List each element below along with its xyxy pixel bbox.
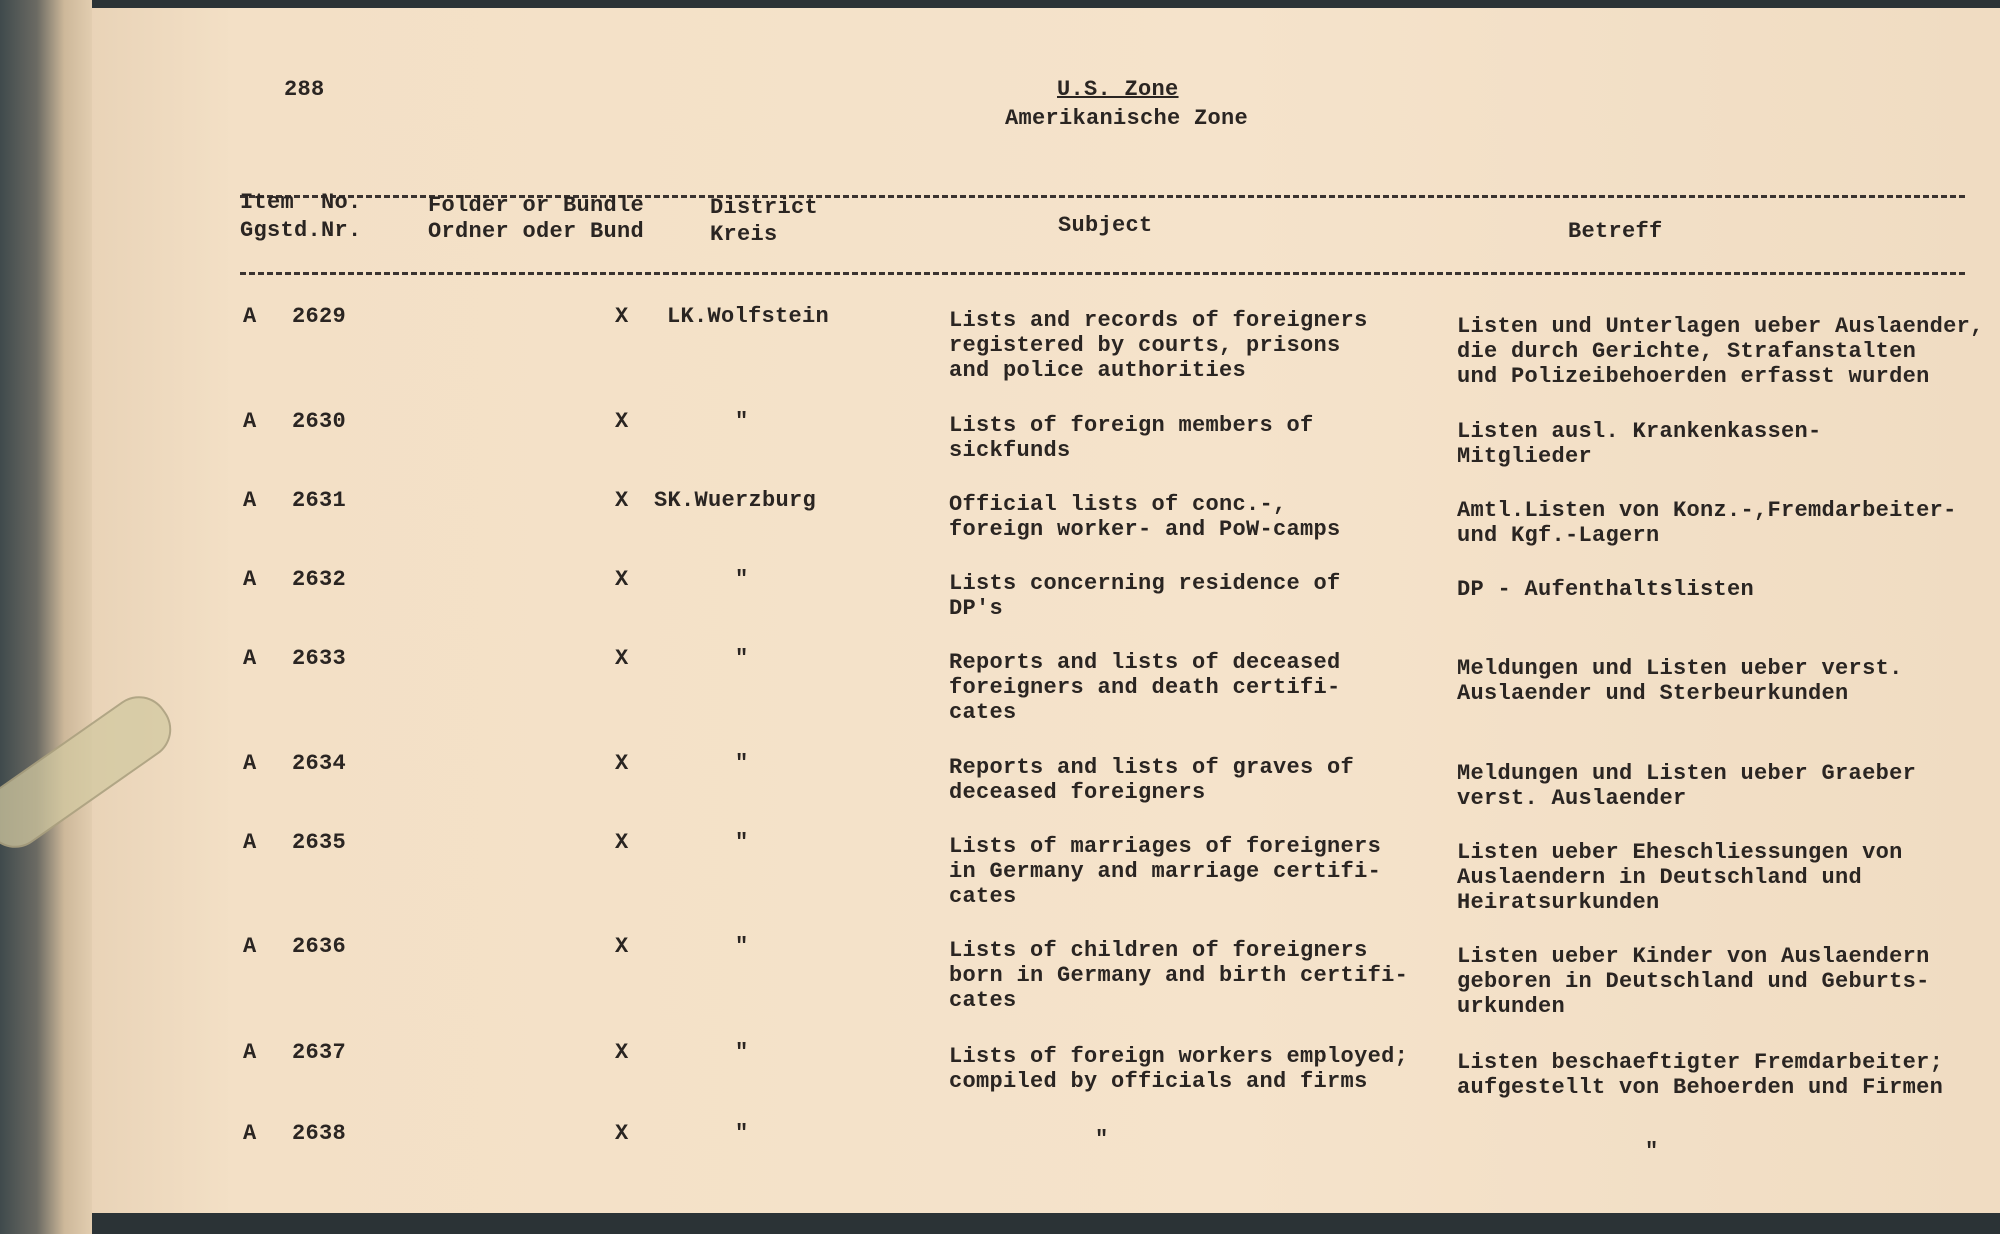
- district: SK.Wuerzburg: [654, 488, 817, 513]
- header-kreis: Kreis: [710, 222, 778, 247]
- folder-mark: X: [615, 830, 629, 855]
- betreff: Amtl.Listen von Konz.-,Fremdarbeiter- und Kgf.-Lagern: [1457, 498, 1957, 548]
- item-number: 2630: [292, 409, 347, 434]
- item-number: 2633: [292, 646, 347, 671]
- district: ": [735, 567, 749, 592]
- folder-mark: X: [615, 304, 629, 329]
- subject: Reports and lists of deceased foreigners and death certifi- cates: [949, 650, 1341, 725]
- series-letter: A: [243, 567, 257, 592]
- series-letter: A: [243, 830, 257, 855]
- folder-mark: X: [615, 751, 629, 776]
- subject: Lists of marriages of foreigners in Germany and marriage certifi- cates: [949, 834, 1382, 909]
- series-letter: A: [243, 646, 257, 671]
- item-number: 2635: [292, 830, 347, 855]
- subject: Official lists of conc.-, foreign worker- and PoW-camps: [949, 492, 1341, 542]
- series-letter: A: [243, 1040, 257, 1065]
- item-number: 2629: [292, 304, 347, 329]
- header-ggstd-nr: Ggstd.Nr.: [240, 218, 362, 243]
- item-number: 2638: [292, 1121, 347, 1146]
- subject: Lists of foreign members of sickfunds: [949, 413, 1314, 463]
- betreff: DP - Aufenthaltslisten: [1457, 577, 1755, 602]
- folder-mark: X: [615, 934, 629, 959]
- page-title: U.S. Zone: [1057, 77, 1179, 102]
- betreff: Listen und Unterlagen ueber Auslaender, die durch Gerichte, Strafanstalten und Polizeibehoerden erfasst wurden: [1457, 314, 1984, 389]
- betreff: Listen beschaeftigter Fremdarbeiter; aufgestellt von Behoerden und Firmen: [1457, 1050, 1944, 1100]
- item-number: 2636: [292, 934, 347, 959]
- betreff: Meldungen und Listen ueber verst. Auslaender und Sterbeurkunden: [1457, 656, 1903, 706]
- subject: Lists concerning residence of DP's: [949, 571, 1341, 621]
- district: ": [735, 409, 749, 434]
- folder-mark: X: [615, 488, 629, 513]
- betreff: Listen ueber Eheschliessungen von Auslaendern in Deutschland und Heiratsurkunden: [1457, 840, 1903, 915]
- folder-mark: X: [615, 1040, 629, 1065]
- series-letter: A: [243, 934, 257, 959]
- item-number: 2632: [292, 567, 347, 592]
- header-district: District: [710, 195, 819, 220]
- header-folder: Folder or Bundle: [428, 193, 645, 218]
- series-letter: A: [243, 409, 257, 434]
- subject: Lists and records of foreigners registered by courts, prisons and police authorities: [949, 308, 1368, 383]
- header-ordner: Ordner oder Bund: [428, 219, 645, 244]
- district: ": [735, 751, 749, 776]
- page-subtitle: Amerikanische Zone: [1005, 106, 1249, 131]
- betreff: Meldungen und Listen ueber Graeber verst. Auslaender: [1457, 761, 1917, 811]
- district: ": [735, 830, 749, 855]
- folder-mark: X: [615, 646, 629, 671]
- subject: ": [1095, 1127, 1109, 1152]
- series-letter: A: [243, 304, 257, 329]
- folder-mark: X: [615, 567, 629, 592]
- book-page-edge: [0, 0, 92, 1234]
- header-divider-bottom: [240, 272, 1965, 275]
- folder-mark: X: [615, 409, 629, 434]
- district: LK.Wolfstein: [667, 304, 830, 329]
- subject: Lists of foreign workers employed; compiled by officials and firms: [949, 1044, 1409, 1094]
- subject: Lists of children of foreigners born in Germany and birth certifi- cates: [949, 938, 1409, 1013]
- item-number: 2637: [292, 1040, 347, 1065]
- folder-mark: X: [615, 1121, 629, 1146]
- series-letter: A: [243, 488, 257, 513]
- header-item-no: Item No.: [240, 190, 362, 215]
- item-number: 2634: [292, 751, 347, 776]
- header-betreff: Betreff: [1568, 219, 1663, 244]
- district: ": [735, 1121, 749, 1146]
- betreff: ": [1645, 1139, 1659, 1164]
- betreff: Listen ueber Kinder von Auslaendern geboren in Deutschland und Geburts- urkunden: [1457, 944, 1930, 1019]
- subject: Reports and lists of graves of deceased foreigners: [949, 755, 1355, 805]
- item-number: 2631: [292, 488, 347, 513]
- betreff: Listen ausl. Krankenkassen- Mitglieder: [1457, 419, 1822, 469]
- district: ": [735, 646, 749, 671]
- page-number: 288: [284, 77, 325, 102]
- district: ": [735, 1040, 749, 1065]
- series-letter: A: [243, 1121, 257, 1146]
- series-letter: A: [243, 751, 257, 776]
- header-subject: Subject: [1058, 213, 1153, 238]
- district: ": [735, 934, 749, 959]
